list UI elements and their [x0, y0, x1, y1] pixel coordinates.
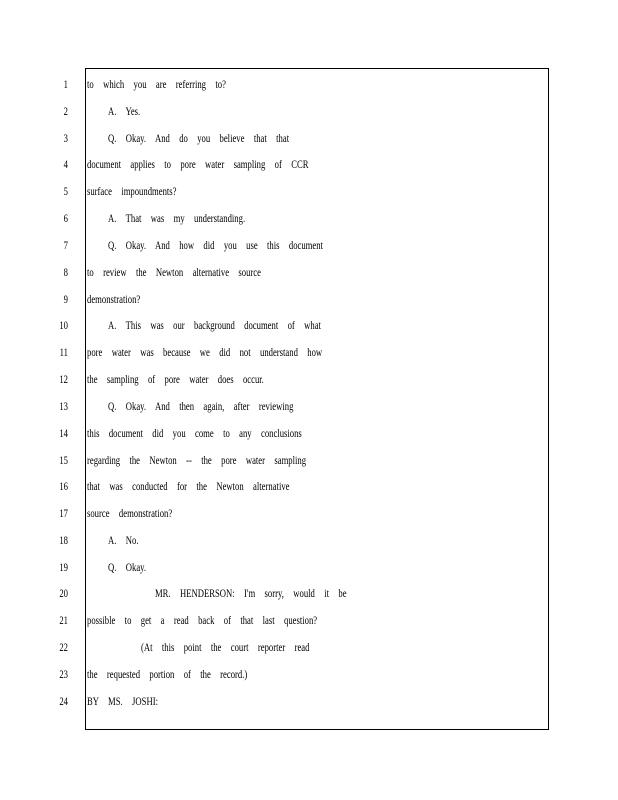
- transcript-line: [0, 312, 618, 339]
- line-number: 2: [63, 104, 68, 118]
- transcript-line: [0, 125, 618, 152]
- transcript-line: [0, 259, 618, 286]
- transcript-line: [0, 634, 618, 661]
- line-text: pore water was because we did not understand how: [87, 345, 323, 359]
- line-text: A. Yes.: [108, 104, 141, 118]
- line-number: 12: [59, 372, 68, 386]
- transcript-line: [0, 500, 618, 527]
- transcript-line: [0, 71, 618, 98]
- line-text: to which you are referring to?: [87, 77, 226, 91]
- transcript-line: [0, 473, 618, 500]
- line-text: to review the Newton alternative source: [87, 265, 261, 279]
- line-number: 22: [59, 640, 68, 654]
- line-number: 21: [59, 613, 68, 627]
- transcript-line: [0, 366, 618, 393]
- line-number: 13: [59, 399, 68, 413]
- line-number: 6: [63, 211, 68, 225]
- line-number: 19: [59, 560, 68, 574]
- transcript-line: [0, 554, 618, 581]
- line-number: 11: [59, 345, 68, 359]
- line-text: that was conducted for the Newton alternative: [87, 479, 290, 493]
- line-text: the sampling of pore water does occur.: [87, 372, 264, 386]
- line-text: BY MS. JOSHI:: [87, 694, 158, 708]
- line-number: 18: [59, 533, 68, 547]
- transcript-line: [0, 286, 618, 313]
- line-number: 23: [59, 667, 68, 681]
- transcript-line: [0, 688, 618, 715]
- line-number: 7: [63, 238, 68, 252]
- line-text: A. That was my understanding.: [108, 211, 246, 225]
- line-text: document applies to pore water sampling of CCR: [87, 157, 309, 171]
- line-number: 15: [59, 453, 68, 467]
- transcript-line: [0, 98, 618, 125]
- line-text: A. No.: [108, 533, 139, 547]
- transcript-line: [0, 420, 618, 447]
- transcript-line: [0, 447, 618, 474]
- line-text: source demonstration?: [87, 506, 173, 520]
- line-number: 5: [63, 184, 68, 198]
- line-text: (At this point the court reporter read: [141, 640, 310, 654]
- transcript-line: [0, 527, 618, 554]
- line-number: 10: [59, 318, 68, 332]
- transcript-line: [0, 580, 618, 607]
- transcript-line: [0, 232, 618, 259]
- transcript-line: [0, 393, 618, 420]
- line-text: A. This was our background document of what: [108, 318, 321, 332]
- line-text: Q. Okay.: [108, 560, 147, 574]
- line-number: 17: [59, 506, 68, 520]
- line-text: MR. HENDERSON: I'm sorry, would it be: [155, 586, 347, 600]
- line-number: 9: [63, 292, 68, 306]
- line-number: 14: [59, 426, 68, 440]
- line-number: 1: [63, 77, 68, 91]
- line-number: 8: [63, 265, 68, 279]
- line-text: this document did you come to any conclusions: [87, 426, 302, 440]
- transcript-line: [0, 339, 618, 366]
- transcript-line: [0, 661, 618, 688]
- line-text: Q. Okay. And how did you use this document: [108, 238, 323, 252]
- line-text: regarding the Newton -- the pore water sampling: [87, 453, 307, 467]
- line-text: surface impoundments?: [87, 184, 177, 198]
- line-number: 16: [59, 479, 68, 493]
- line-number: 20: [59, 586, 68, 600]
- line-text: the requested portion of the record.): [87, 667, 248, 681]
- transcript-line: [0, 607, 618, 634]
- line-number: 3: [63, 131, 68, 145]
- line-text: demonstration?: [87, 292, 141, 306]
- transcript-line: [0, 178, 618, 205]
- line-text: possible to get a read back of that last question?: [87, 613, 318, 627]
- line-number: 4: [63, 157, 68, 171]
- line-text: Q. Okay. And do you believe that that: [108, 131, 290, 145]
- line-number: 24: [59, 694, 68, 708]
- transcript-line: [0, 205, 618, 232]
- line-text: Q. Okay. And then again, after reviewing: [108, 399, 294, 413]
- transcript-line: [0, 151, 618, 178]
